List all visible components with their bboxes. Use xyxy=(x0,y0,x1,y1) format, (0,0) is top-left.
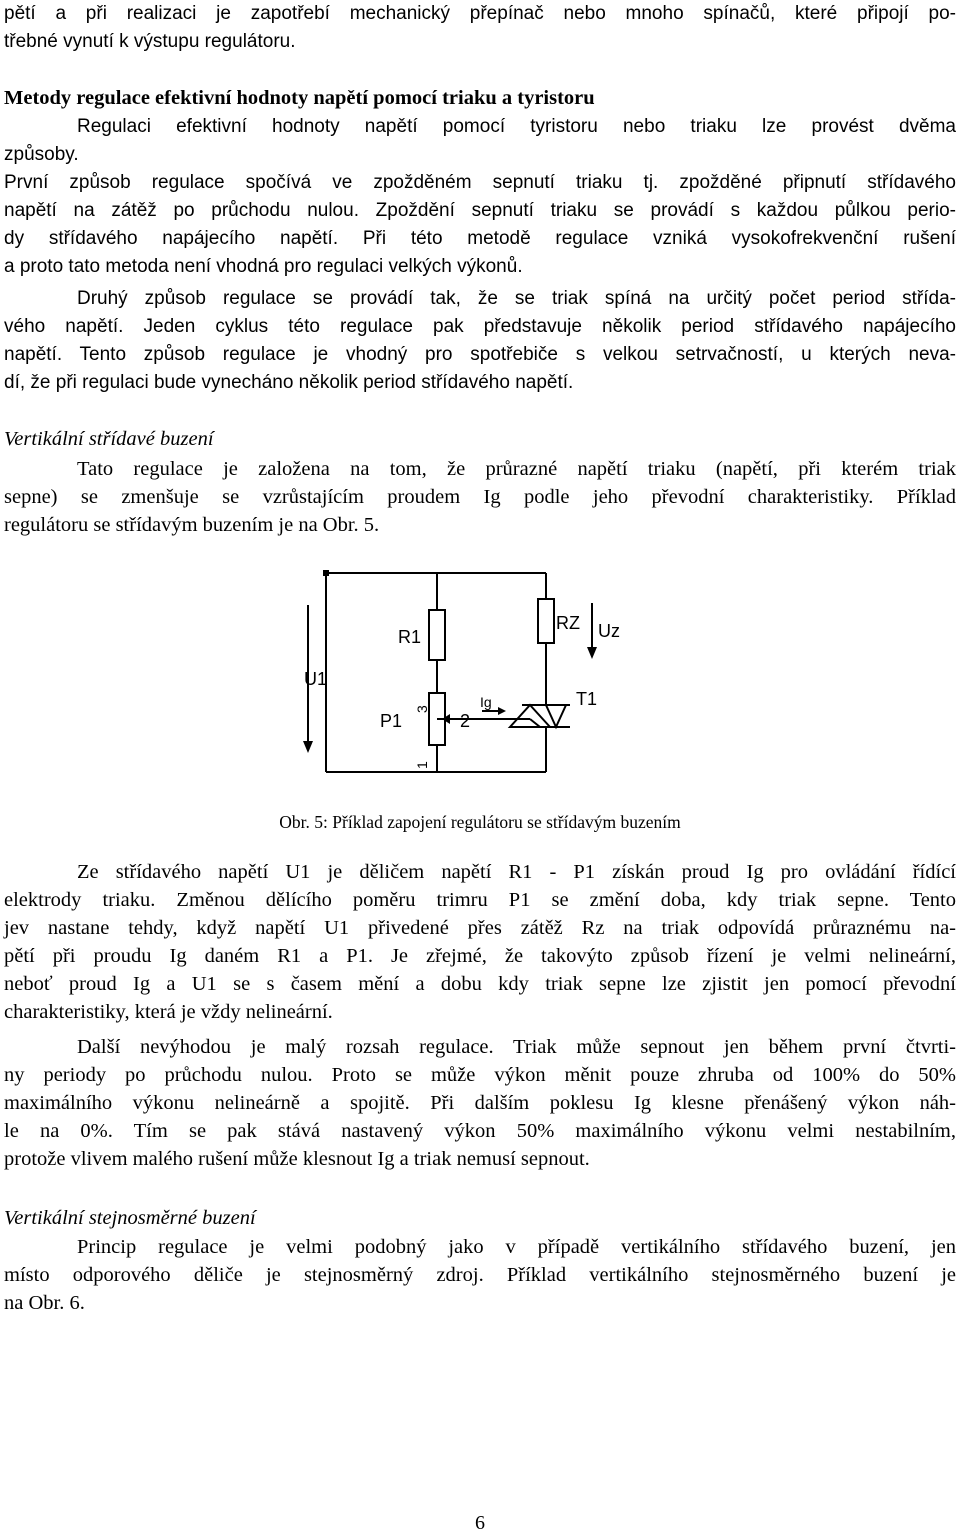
text-line: protože vlivem malého rušení může klesnout Ig a triak nemusí sepnout. xyxy=(4,1148,590,1170)
paragraph xyxy=(4,1033,956,1173)
text-line: místo odporového děliče je stejnosměrný zdroj. Příklad vertikálního stejnosměrného buzení je xyxy=(4,1264,956,1286)
text-line: způsoby. xyxy=(4,144,79,165)
text-line: První způsob regulace spočívá ve zpožděném sepnutí triaku tj. zpožděné připnutí střídavého xyxy=(4,172,956,193)
label-uz: Uz xyxy=(598,621,620,641)
text-line: třebné vynutí k výstupu regulátoru. xyxy=(4,31,296,52)
ig-arrow-head xyxy=(498,707,506,715)
resistor-rz xyxy=(538,599,554,643)
page-number: 6 xyxy=(475,1512,485,1534)
text-line: maximálního výkonu nelineárně a spojitě. Při dalším poklesu Ig klesne přenášený výkon náh- xyxy=(4,1092,956,1114)
text-line: dí, že při regulaci bude vynecháno několik period střídavého napětí. xyxy=(4,372,574,393)
text-line: napětí. Tento způsob regulace je vhodný pro spotřebiče s velkou setrvačností, u kterých neva- xyxy=(4,344,956,365)
u1-arrow-head xyxy=(303,741,313,753)
section-heading xyxy=(4,1204,956,1232)
heading-text: Vertikální střídavé buzení xyxy=(4,428,214,450)
text-line: Princip regulace je velmi podobný jako v případě vertikálního střídavého buzení, jen xyxy=(77,1236,956,1258)
circuit-diagram xyxy=(300,543,662,808)
text-line: a proto tato metoda není vhodná pro regulaci velkých výkonů. xyxy=(4,256,523,277)
paragraph-continuation xyxy=(4,0,956,56)
text-line: jev nastane tehdy, když napětí U1 přivedené přes zátěž Rz na triak odpovídá průraznému na- xyxy=(4,917,956,939)
triac-gate xyxy=(530,719,540,727)
label-pin1: 1 xyxy=(414,761,430,769)
paragraph xyxy=(4,285,956,397)
text-line: pětí a při realizaci je zapotřebí mechanický přepínač nebo mnoho spínačů, které připojí po- xyxy=(4,3,956,24)
text-line: sepne) se zmenšuje se vzrůstajícím proudem Ig podle jeho převodní charakteristiky. Příklad xyxy=(4,486,956,508)
text-line: Další nevýhodou je malý rozsah regulace. Triak může sepnout jen během první čtvrti- xyxy=(77,1036,956,1058)
heading-text: Vertikální stejnosměrné buzení xyxy=(4,1207,256,1229)
text-line: ny periody po průchodu nulou. Proto se může výkon měnit pouze zhruba od 100% do 50% xyxy=(4,1064,956,1086)
text-line: pětí při proudu Ig daném R1 a P1. Je zřejmé, že takovýto způsob řízení je velmi nelineární, xyxy=(4,945,956,967)
text-line: Ze střídavého napětí U1 je děličem napětí R1 - P1 získán proud Ig pro ovládání řídící xyxy=(77,861,956,883)
label-pin3: 3 xyxy=(414,705,430,713)
figure-caption: Obr. 5: Příklad zapojení regulátoru se střídavým buzením xyxy=(279,812,681,832)
text-line: Tato regulace je založena na tom, že průrazné napětí triaku (napětí, při kterém triak xyxy=(77,458,956,480)
paragraph xyxy=(4,858,956,1026)
text-line: le na 0%. Tím se pak stává nastavený výkon 50% maximálního výkonu velmi nestabilním, xyxy=(4,1120,956,1142)
triac-diode-1 xyxy=(510,705,550,727)
text-line: charakteristiky, která je vždy nelineární. xyxy=(4,1001,333,1023)
label-pin2: 2 xyxy=(460,711,471,731)
text-line: vého napětí. Jeden cyklus této regulace pak představuje několik period střídavého napájecího xyxy=(4,316,956,337)
paragraph xyxy=(4,1233,956,1317)
resistor-r1 xyxy=(429,610,445,660)
text-line: na Obr. 6. xyxy=(4,1292,85,1314)
text-line: elektrody triaku. Změnou dělícího poměru trimru P1 se změní doba, kdy triak sepne. Tento xyxy=(4,889,956,911)
label-rz: RZ xyxy=(556,613,580,633)
uz-arrow-head xyxy=(587,647,597,659)
label-ig: Ig xyxy=(480,694,492,710)
text-line: dy střídavého napájecího napětí. Při této metodě regulace vzniká vysokofrekvenční rušení xyxy=(4,228,956,249)
label-t1: T1 xyxy=(576,689,598,709)
label-p1: P1 xyxy=(380,711,403,731)
triac-diode-2 xyxy=(546,705,566,727)
text-line: napětí na zátěž po průchodu nulou. Zpoždění sepnutí triaku se provádí s každou půlkou perio- xyxy=(4,200,956,221)
paragraph xyxy=(4,169,956,281)
text-line: neboť proud Ig a U1 se s časem mění a dobu kdy triak sepne lze zjistit jen pomocí převodní xyxy=(4,973,956,995)
section-heading xyxy=(4,425,956,453)
heading-text: Metody regulace efektivní hodnoty napětí pomocí triaku a tyristoru xyxy=(4,87,595,109)
section-heading xyxy=(4,84,956,112)
paragraph xyxy=(4,113,956,169)
paragraph xyxy=(4,455,956,539)
label-r1: R1 xyxy=(398,627,422,647)
label-u1: U1 xyxy=(304,669,328,689)
text-line: Druhý způsob regulace se provádí tak, že se triak spíná na určitý počet period střída- xyxy=(77,288,956,309)
text-line: Regulaci efektivní hodnoty napětí pomocí tyristoru nebo triaku lze provést dvěma xyxy=(77,116,956,137)
node-dot xyxy=(323,570,329,576)
text-line: regulátoru se střídavým buzením je na Obr. 5. xyxy=(4,514,380,536)
